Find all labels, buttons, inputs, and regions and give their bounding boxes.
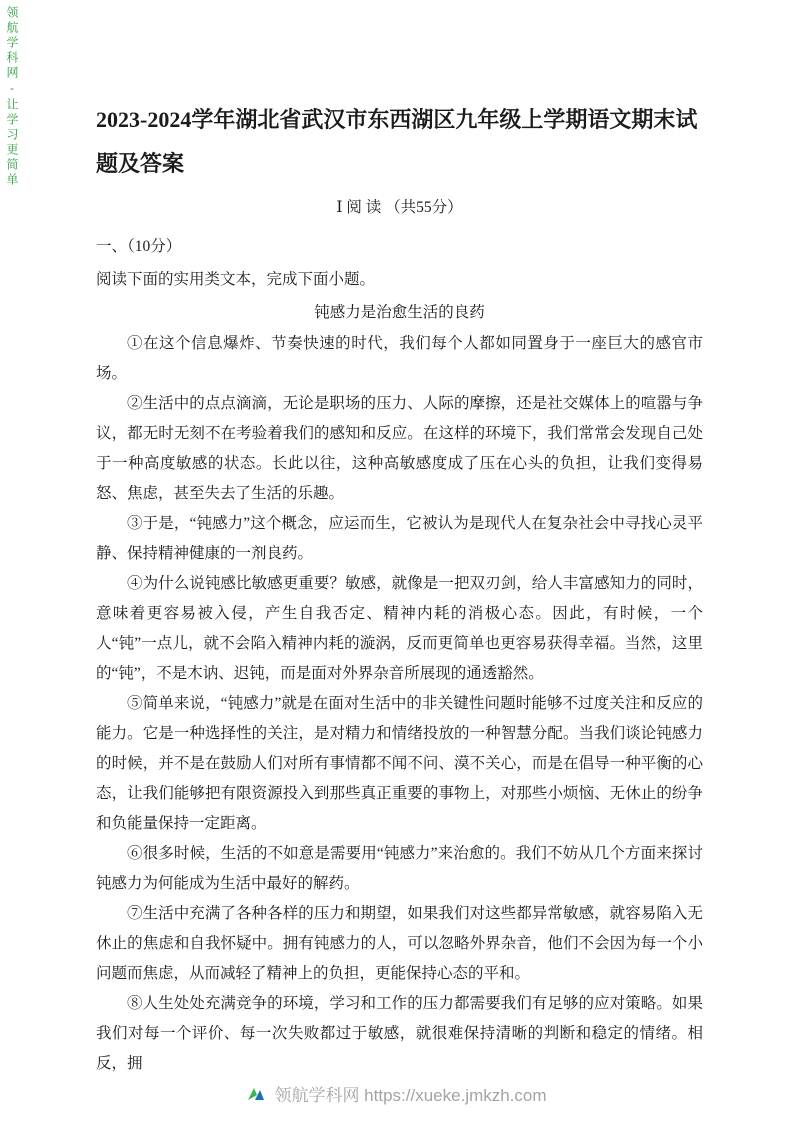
paragraph-7: ⑦生活中充满了各种各样的压力和期望，如果我们对这些都异常敏感，就容易陷入无休止的焦虑和自我怀疑中。拥有钝感力的人，可以忽略外界杂音，他们不会因为每一个小问题而焦虑，从而减轻了精神上的负担，更能保持心态的平和。: [96, 905, 703, 982]
paragraph-2: ②生活中的点点滴滴，无论是职场的压力、人际的摩擦，还是社交媒体上的喧嚣与争议，都无时无刻不在考验着我们的感知和反应。在这样的环境下，我们常常会发现自己处于一种高度敏感的状态。长此以往，这种高敏感度成了压在心头的负担，让我们变得易怒、焦虑，甚至失去了生活的乐趣。: [96, 395, 703, 502]
paragraph-4: ④为什么说钝感比敏感更重要？敏感，就像是一把双刃剑，给人丰富感知力的同时，意味着更容易被入侵，产生自我否定、精神内耗的消极心态。因此，有时候，一个人“钝”一点儿，就不会陷入精神内耗的漩涡，反而更简单也更容易获得幸福。当然，这里的“钝”，不是木讷、迟钝，而是面对外界杂音所展现的通透豁然。: [96, 575, 703, 682]
footer-logo-icon: [246, 1084, 266, 1104]
instruction-line: 阅读下面的实用类文本，完成下面小题。: [96, 271, 376, 288]
question-number: 一、（10分）: [96, 238, 182, 255]
page-title: 2023-2024学年湖北省武汉市东西湖区九年级上学期语文期末试题及答案: [96, 107, 698, 176]
footer-site-text: 领航学科网 https://xueke.jmkzh.com: [274, 1086, 547, 1105]
side-watermark-text: 领航学科网-让学习更简单: [5, 6, 19, 188]
paragraph-8: ⑧人生处处充满竞争的环境，学习和工作的压力都需要我们有足够的应对策略。如果我们对每一个评价、每一次失败都过于敏感，就很难保持清晰的判断和稳定的情绪。相反，拥: [96, 995, 703, 1072]
paragraph-3: ③于是，“钝感力”这个概念，应运而生，它被认为是现代人在复杂社会中寻找心灵平静、保持精神健康的一剂良药。: [96, 515, 703, 562]
document-content: [96, 98, 703, 1079]
footer: [0, 1081, 793, 1106]
paragraph-1: ①在这个信息爆炸、节奏快速的时代，我们每个人都如同置身于一座巨大的感官市场。: [96, 335, 703, 382]
section-heading: Ⅰ 阅 读 （共55分）: [336, 199, 463, 216]
paragraph-5: ⑤简单来说，“钝感力”就是在面对生活中的非关键性问题时能够不过度关注和反应的能力。它是一种选择性的关注，是对精力和情绪投放的一种智慧分配。当我们谈论钝感力的时候，并不是在鼓励人们对所有事情都不闻不问、漠不关心，而是在倡导一种平衡的心态，让我们能够把有限资源投入到那些真正重要的事物上，对那些小烦恼、无休止的纷争和负能量保持一定距离。: [96, 695, 703, 832]
paragraph-6: ⑥很多时候，生活的不如意是需要用“钝感力”来治愈的。我们不妨从几个方面来探讨钝感力为何能成为生活中最好的解药。: [96, 845, 703, 892]
article-title: 钝感力是治愈生活的良药: [314, 304, 485, 321]
